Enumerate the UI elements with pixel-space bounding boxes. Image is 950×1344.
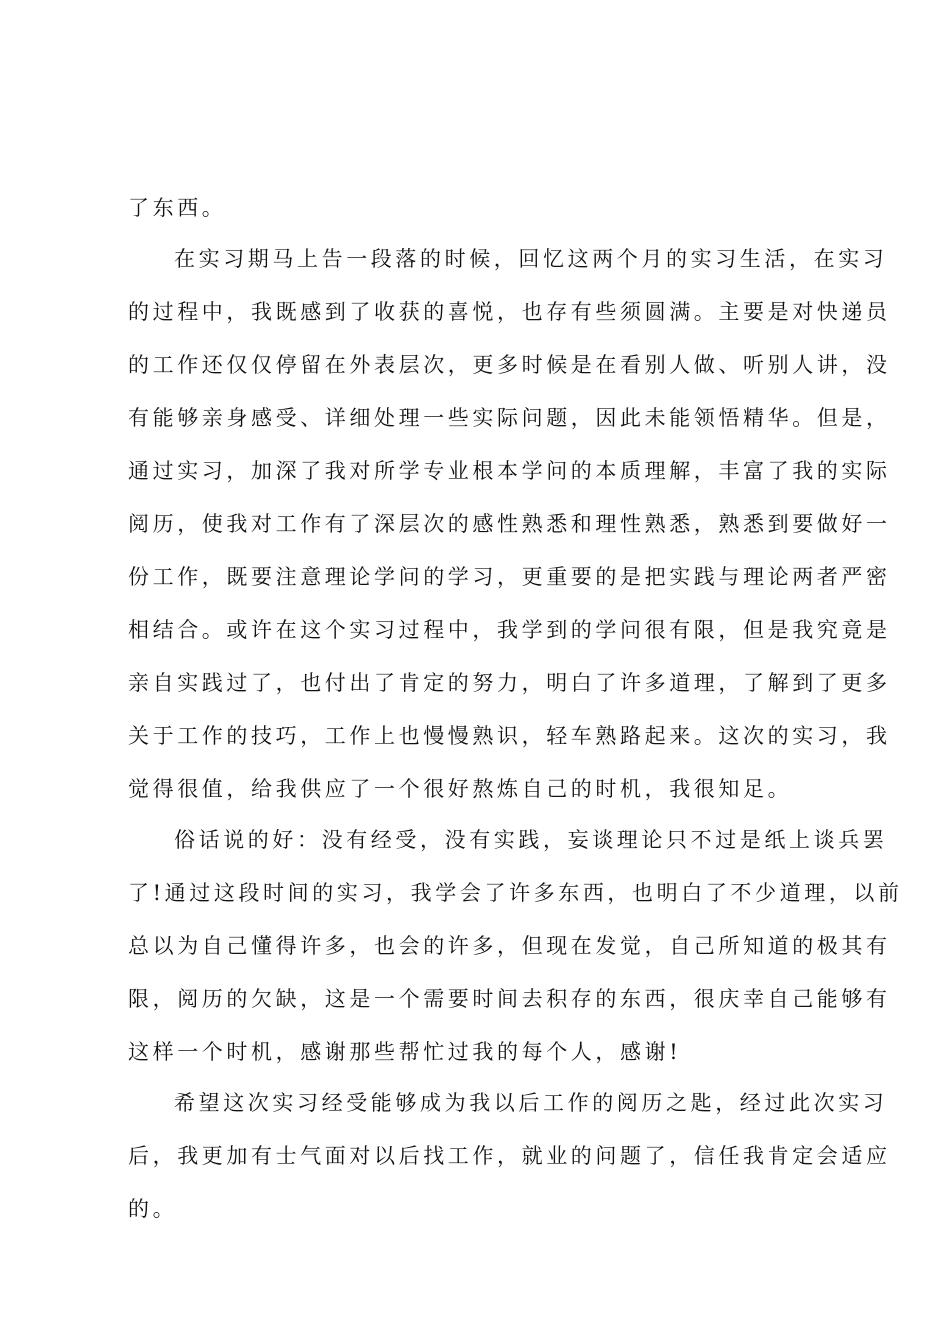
text-line: 的过程中，我既感到了收获的喜悦，也存有些须圆满。主要是对快递员 [128,300,891,324]
text-line: 了!通过这段时间的实习，我学会了许多东西，也明白了不少道理，以前 [128,881,903,905]
text-line: 后，我更加有士气面对以后找工作，就业的问题了，信任我肯定会适应 [128,1144,891,1168]
text-line: 限，阅历的欠缺，这是一个需要时间去积存的东西，很庆幸自己能够有 [128,987,891,1011]
text-line: 相结合。或许在这个实习过程中，我学到的学问很有限，但是我究竟是 [128,618,891,642]
text-line: 份工作，既要注意理论学问的学习，更重要的是把实践与理论两者严密 [128,565,891,589]
text-line: 有能够亲身感受、详细处理一些实际问题，因此未能领悟精华。但是， [128,406,891,430]
paragraph-start-line: 在实习期马上告一段落的时候，回忆这两个月的实习生活，在实习 [174,247,888,271]
text-line: 通过实习，加深了我对所学专业根本学问的本质理解，丰富了我的实际 [128,459,891,483]
paragraph-start-line: 俗话说的好：没有经受，没有实践，妄谈理论只不过是纸上谈兵罢 [174,828,888,852]
text-line: 关于工作的技巧，工作上也慢慢熟识，轻车熟路起来。这次的实习，我 [128,724,891,748]
text-line: 觉得很值，给我供应了一个很好熬炼自己的时机，我很知足。 [128,777,793,801]
paragraph-start-line: 希望这次实习经受能够成为我以后工作的阅历之匙，经过此次实习 [174,1091,888,1115]
text-line: 的工作还仅仅停留在外表层次，更多时候是在看别人做、听别人讲，没 [128,353,891,377]
text-line: 阅历，使我对工作有了深层次的感性熟悉和理性熟悉，熟悉到要做好一 [128,512,891,536]
text-line: 总以为自己懂得许多，也会的许多，但现在发觉，自己所知道的极其有 [128,934,891,958]
text-line: 了东西。 [128,196,227,220]
text-line: 亲自实践过了，也付出了肯定的努力，明白了许多道理，了解到了更多 [128,671,891,695]
text-line: 的。 [128,1197,178,1221]
text-line: 这样一个时机，感谢那些帮忙过我的每个人，感谢! [128,1040,682,1064]
